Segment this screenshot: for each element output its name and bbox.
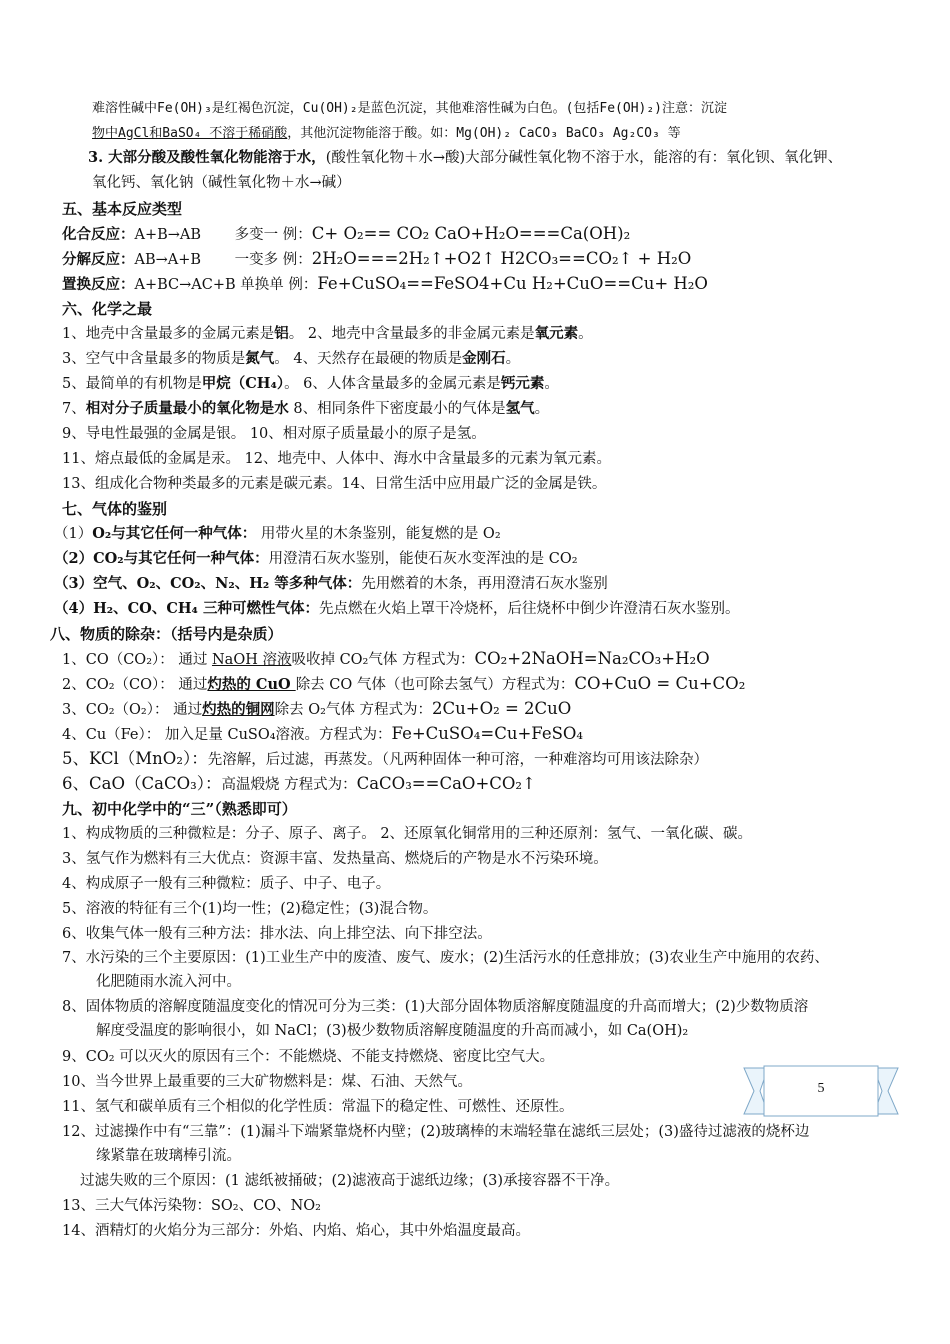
bold-text: O₂与其它任何一种气体： (92, 525, 257, 542)
text-span: 5、KCl（MnO₂）： (62, 749, 208, 768)
text-line (62, 723, 583, 746)
section-heading: 八、物质的除杂：（括号内是杂质） (50, 625, 283, 643)
text-line: 9、导电性最强的金属是银。 10、相对原子质量最小的原子是氢。 (62, 426, 486, 442)
text-span: 。 (544, 376, 559, 392)
text-line: 4、构成原子一般有三种微粒：质子、中子、电子。 (62, 876, 391, 892)
underlined-text: NaOH 溶液 (211, 652, 292, 668)
text-line (62, 748, 708, 771)
text-line: 1、构成物质的三种微粒是：分子、原子、离子。 2、还原氧化铜常用的三种还原剂：氢气、一氧化碳、碳。 (62, 826, 753, 842)
text-span: 用澄清石灰水鉴别，能使石灰水变浑浊的是 CO₂ (268, 551, 578, 567)
text-span: 吸收掉 CO₂气体 方程式为： (291, 652, 475, 668)
bold-text: 钙元素 (500, 375, 545, 392)
text-span: 用带火星的木条鉴别，能复燃的是 O₂ (256, 526, 501, 542)
text-span: 2、CO₂（CO）： 通过 (62, 677, 208, 693)
text-line: 氧化钙、氧化钠（碱性氧化物＋水→碱） (92, 175, 351, 191)
equation-text: CaCO₃==CaO+CO₂↑ (356, 774, 536, 793)
text-line (54, 598, 739, 620)
text-line: 3、氢气作为燃料有三大优点：资源丰富、发热量高、燃烧后的产物是水不污染环境。 (62, 851, 608, 867)
bold-text: （3） (54, 575, 94, 592)
text-line (62, 648, 710, 671)
text-line: 难溶性碱中Fe(OH)₃是红褐色沉淀，Cu(OH)₂是蓝色沉淀，其他难溶性碱为白色。(包括Fe(OH)₂)注意：沉淀 (92, 101, 728, 116)
text-line (54, 548, 578, 570)
bold-text: 相对分子质量最小的氧化物是水 (85, 400, 289, 417)
reaction-line (62, 248, 691, 271)
text-line: 解度受温度的影响很小，如 NaCl；(3)极少数物质溶解度随温度的升高而减小，如 Ca(OH)₂ (96, 1023, 689, 1039)
text-span: 除去 O₂气体 方程式为： (274, 702, 433, 718)
text-span: 。 (534, 401, 550, 417)
text-line: 11、熔点最低的金属是汞。 12、地壳中、人体中、海水中含量最多的元素为氧元素。 (62, 451, 612, 467)
text-span: 。 (578, 326, 593, 342)
text-line (62, 323, 593, 345)
text-span: A+BC→AC+B 单换单 例： (134, 277, 318, 293)
bold-text: H₂、CO、CH₄ 三种可燃性气体： (93, 600, 319, 617)
text-span: 1、地壳中含量最多的金属元素是 (62, 326, 275, 342)
text-line (62, 398, 549, 420)
text-line: 6、收集气体一般有三种方法：排水法、向上排空法、向下排空法。 (62, 926, 492, 942)
text-line (62, 348, 520, 370)
text-line (54, 573, 608, 595)
bold-text: 置换反应： (62, 276, 135, 293)
bold-text: 金刚石 (462, 350, 506, 367)
text-span: 。 (505, 351, 521, 367)
bold-text: CO₂与其它任何一种气体： (93, 550, 269, 567)
bold-text: 甲烷（CH₄） (201, 375, 285, 392)
text-span: 先用燃着的木条，再用澄清石灰水鉴别 (361, 576, 608, 592)
text-span: 6、CaO（CaCO₃）： (62, 774, 222, 793)
bold-text: 空气、O₂、CO₂、N₂、H₂ 等多种气体： (93, 575, 362, 592)
text-span: 7、 (62, 401, 86, 417)
equation-text: C+ O₂== CO₂ CaO+H₂O===Ca(OH)₂ (311, 224, 631, 243)
text-line (62, 698, 571, 721)
text-line: 14、酒精灯的火焰分为三部分：外焰、内焰、焰心，其中外焰温度最高。 (62, 1223, 530, 1239)
text-line (54, 523, 501, 545)
text-span: 先溶解，后过滤，再蒸发。（凡两种固体一种可溶，一种难溶均可用该法除杂） (207, 752, 708, 768)
equation-text: 2H₂O===2H₂↑+O2↑ H2CO₃==CO₂↑ + H₂O (311, 249, 692, 268)
text-span: 高温煅烧 方程式为： (221, 777, 357, 793)
text-span: 。 4、天然存在最硬的物质是 (274, 351, 463, 367)
equation-text: CO₂+2NaOH=Na₂CO₃+H₂O (474, 649, 710, 668)
bold-text: （2） (54, 550, 94, 567)
section-heading: 七、气体的鉴别 (62, 500, 168, 518)
text-line: 13、三大气体污染物：SO₂、CO、NO₂ (62, 1198, 321, 1214)
text-line: 12、过滤操作中有“三靠”：(1)漏斗下端紧靠烧杯内壁；(2)玻璃棒的末端轻靠在滤纸三层处；(3)盛待过滤液的烧杯边 (62, 1124, 810, 1140)
text-span: 3、CO₂（O₂）： 通过 (62, 702, 203, 718)
text-line (62, 773, 536, 796)
text-span: (酸性氧化物＋水→酸)大部分碱性氧化物不溶于水，能溶的有：氧化钡、氧化钾、 (325, 150, 843, 166)
text-line (62, 673, 745, 696)
text-span: 5、最简单的有机物是 (62, 376, 202, 392)
bold-text: 化合反应： (62, 226, 135, 243)
text-span: 8、相同条件下密度最小的气体是 (288, 401, 506, 417)
text-span: 先点燃在火焰上罩干冷烧杯，后往烧杯中倒少许澄清石灰水鉴别。 (318, 601, 740, 617)
bold-text: 氮气 (245, 350, 275, 367)
text-line (88, 147, 842, 169)
text-span: 4、Cu（Fe）： 加入足量 CuSO₄溶液。方程式为： (62, 727, 392, 743)
text-line: 11、氢气和碳单质有三个相似的化学性质：常温下的稳定性、可燃性、还原性。 (62, 1099, 574, 1115)
bold-text: 氧元素 (534, 325, 579, 342)
bold-text: （4） (54, 600, 94, 617)
text-line: 缘紧靠在玻璃棒引流。 (96, 1148, 241, 1164)
text-span: 3、空气中含量最多的物质是 (62, 351, 246, 367)
underlined-text: 灼热的 CuO (207, 676, 296, 693)
equation-text: Fe+CuSO₄=Cu+FeSO₄ (391, 724, 584, 743)
text-span: （1） (54, 526, 93, 542)
bold-text: 氢气 (505, 400, 535, 417)
text-line (62, 373, 559, 395)
underlined-text: 灼热的铜网 (202, 701, 275, 718)
text-span: A+B→AB 多变一 例： (134, 227, 312, 243)
text-span: ，其他沉淀物能溶于酸。如：Mg(OH)₂ CaCO₃ BaCO₃ Ag₂CO₃ 等 (287, 126, 681, 141)
text-span: 。 6、人体含量最多的金属元素是 (284, 376, 501, 392)
text-line: 9、CO₂ 可以灭火的原因有三个：不能燃烧、不能支持燃烧、密度比空气大。 (62, 1049, 555, 1065)
text-line: 5、溶液的特征有三个(1)均一性；(2)稳定性；(3)混合物。 (62, 901, 438, 917)
page-number: 5 (817, 1081, 825, 1096)
equation-text: CO+CuO = Cu+CO₂ (574, 674, 746, 693)
bold-text: 铝 (274, 325, 289, 342)
reaction-line (62, 223, 630, 246)
text-span: 。 2、地壳中含量最多的非金属元素是 (288, 326, 535, 342)
text-line: 10、当今世界上最重要的三大矿物燃料是：煤、石油、天然气。 (62, 1074, 472, 1090)
text-line: 8、固体物质的溶解度随温度变化的情况可分为三类：(1)大部分固体物质溶解度随温度的升高而增大；(2)少数物质溶 (62, 999, 809, 1015)
bold-text: 3. 大部分酸及酸性氧化物能溶于水， (88, 149, 326, 166)
text-span: 1、CO（CO₂）： 通过 (62, 652, 212, 668)
text-line: 化肥随雨水流入河中。 (96, 974, 241, 990)
reaction-line (62, 273, 708, 296)
text-span: AB→A+B 一变多 例： (134, 252, 312, 268)
bold-text: 分解反应： (62, 251, 135, 268)
text-line: 7、水污染的三个主要原因：(1)工业生产中的废渣、废气、废水；(2)生活污水的任意排放；(3)农业生产中施用的农药、 (62, 950, 829, 966)
section-heading: 九、初中化学中的“三”（熟悉即可） (62, 800, 297, 818)
text-line: 过滤失败的三个原因：(1 滤纸被捅破；(2)滤液高于滤纸边缘；(3)承接容器不干净。 (80, 1173, 620, 1189)
text-line (92, 123, 681, 145)
equation-text: Fe+CuSO₄==FeSO4+Cu H₂+CuO==Cu+ H₂O (317, 274, 708, 293)
underlined-text: 物中AgCl和BaSO₄ 不溶于稀硝酸 (92, 126, 288, 141)
equation-text: 2Cu+O₂ = 2CuO (432, 699, 572, 718)
section-heading: 六、化学之最 (62, 300, 153, 318)
text-line: 13、组成化合物种类最多的元素是碳元素。14、日常生活中应用最广泛的金属是铁。 (62, 476, 607, 492)
text-span: 除去 CO 气体（也可除去氢气）方程式为： (295, 677, 575, 693)
section-heading: 五、基本反应类型 (62, 200, 183, 218)
